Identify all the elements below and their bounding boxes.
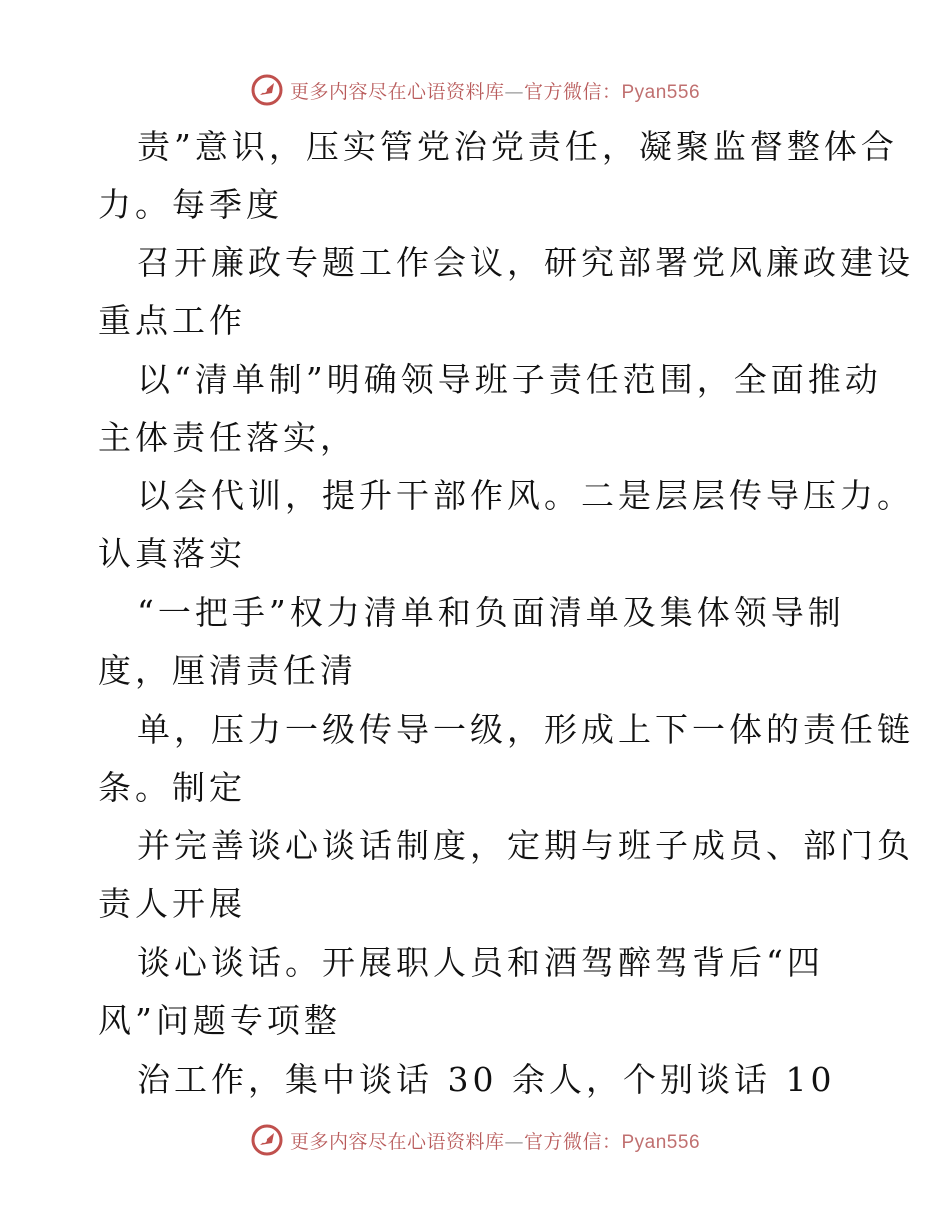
- text-line: 风”问题专项整: [98, 1001, 341, 1040]
- text-line: 主体责任落实，: [98, 418, 357, 457]
- text-line: 单，压力一级传导一级，形成上下一体的责任链: [137, 710, 914, 749]
- brand-logo-icon: [250, 73, 284, 107]
- text-line: 并完善谈心谈话制度，定期与班子成员、部门负: [137, 826, 914, 865]
- footer-watermark: [0, 1120, 950, 1160]
- text-line: 谈心谈话。开展职人员和酒驾醉驾背后“四: [137, 943, 824, 982]
- text-line: 责”意识，压实管党治党责任，凝聚监督整体合: [137, 127, 898, 166]
- text-line: 以会代训，提升干部作风。二是层层传导压力。: [137, 476, 914, 515]
- text-line: 度，厘清责任清: [98, 651, 357, 690]
- text-line: “一把手”权力清单和负面清单及集体领导制: [137, 593, 845, 632]
- text-line: 重点工作: [98, 301, 246, 340]
- text-line: 责人开展: [98, 884, 246, 923]
- watermark-text: 更多内容尽在心语资料库—官方微信：Pyan556: [289, 1130, 701, 1153]
- header-watermark: [0, 70, 950, 110]
- text-line: 以“清单制”明确领导班子责任范围，全面推动: [137, 360, 882, 399]
- text-line: 条。制定: [98, 768, 246, 807]
- text-line: 力。每季度: [98, 185, 283, 224]
- text-line: 召开廉政专题工作会议，研究部署党风廉政建设: [137, 243, 914, 282]
- text-line: 治工作，集中谈话 30 余人，个别谈话 10: [137, 1060, 836, 1099]
- watermark-text: 更多内容尽在心语资料库—官方微信：Pyan556: [289, 80, 701, 103]
- brand-logo-icon: [250, 1123, 284, 1157]
- text-line: 认真落实: [98, 534, 246, 573]
